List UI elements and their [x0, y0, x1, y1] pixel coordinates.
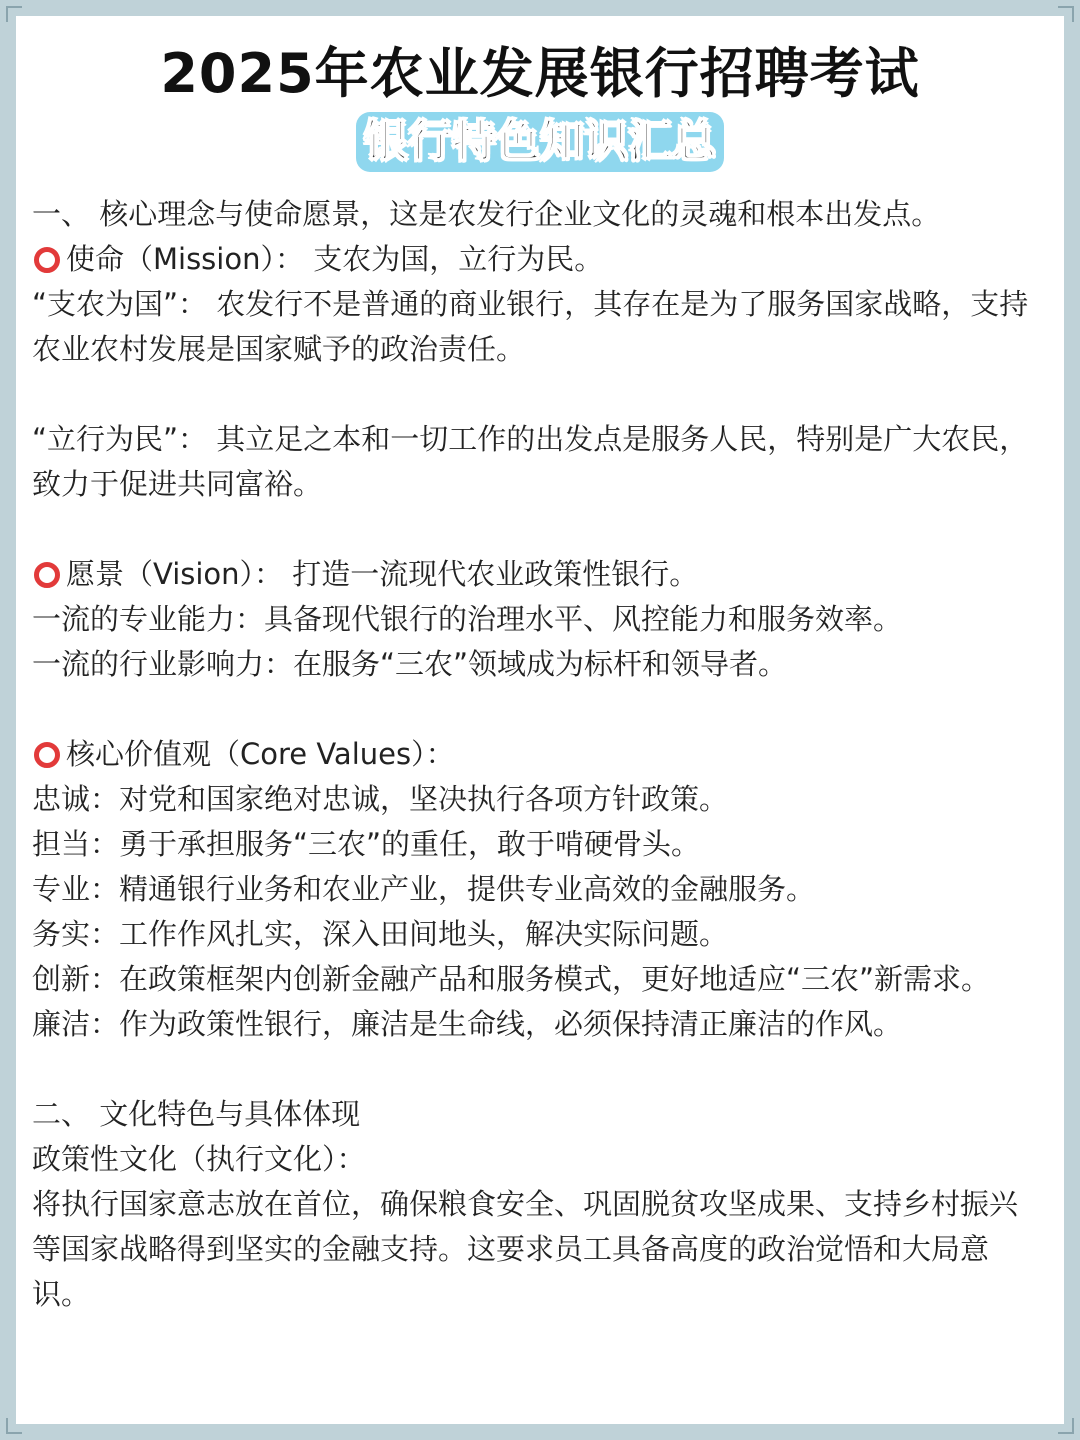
mission-paragraph-2: “立行为民”： 其立足之本和一切工作的出发点是服务人民，特别是广大农民，致力于促进共同富裕。 [32, 422, 1029, 501]
red-circle-icon [34, 562, 60, 588]
red-circle-icon [34, 742, 60, 768]
spacer [32, 1047, 1042, 1092]
section2-subheading: 政策性文化（执行文化）： [32, 1142, 366, 1176]
value-item: 忠诚：对党和国家绝对忠诚，坚决执行各项方针政策。 [32, 782, 729, 816]
section2-paragraph: 将执行国家意志放在首位，确保粮食安全、巩固脱贫攻坚成果、支持乡村振兴等国家战略得到坚实的金融支持。这要求员工具备高度的政治觉悟和大局意识。 [32, 1187, 1019, 1311]
spacer [32, 372, 1042, 417]
mission-label: 使命（Mission）： 支农为国，立行为民。 [66, 242, 604, 276]
vision-paragraph-2: 一流的行业影响力：在服务“三农”领域成为标杆和领导者。 [32, 647, 788, 681]
value-item: 专业：精通银行业务和农业产业，提供专业高效的金融服务。 [32, 872, 816, 906]
values-label: 核心价值观（Core Values）： [66, 737, 455, 771]
value-item: 创新：在政策框架内创新金融产品和服务模式，更好地适应“三农”新需求。 [32, 962, 991, 996]
article-body [32, 192, 1042, 1317]
mission-paragraph-1: “支农为国”： 农发行不是普通的商业银行，其存在是为了服务国家战略，支持农业农村发展是国家赋予的政治责任。 [32, 287, 1029, 366]
spacer [32, 507, 1042, 552]
value-item: 务实：工作作风扎实，深入田间地头，解决实际问题。 [32, 917, 729, 951]
value-item: 廉洁：作为政策性银行，廉洁是生命线，必须保持清正廉洁的作风。 [32, 1007, 903, 1041]
section2-heading: 二、 文化特色与具体体现 [32, 1097, 361, 1131]
vision-label: 愿景（Vision）： 打造一流现代农业政策性银行。 [66, 557, 699, 591]
value-item: 担当：勇于承担服务“三农”的重任，敢于啃硬骨头。 [32, 827, 701, 861]
vision-label-line [32, 552, 1042, 597]
content-card [16, 16, 1064, 1424]
section1-heading: 一、 核心理念与使命愿景，这是农发行企业文化的灵魂和根本出发点。 [32, 197, 941, 231]
mission-label-line [32, 237, 1042, 282]
page-title: 2025年农业发展银行招聘考试 [160, 42, 920, 105]
subtitle-wrapper [16, 112, 1064, 172]
vision-paragraph-1: 一流的专业能力：具备现代银行的治理水平、风控能力和服务效率。 [32, 602, 903, 636]
page-subtitle: 银行特色知识汇总 [356, 112, 724, 172]
values-label-line [32, 732, 1042, 777]
red-circle-icon [34, 247, 60, 273]
spacer [32, 687, 1042, 732]
